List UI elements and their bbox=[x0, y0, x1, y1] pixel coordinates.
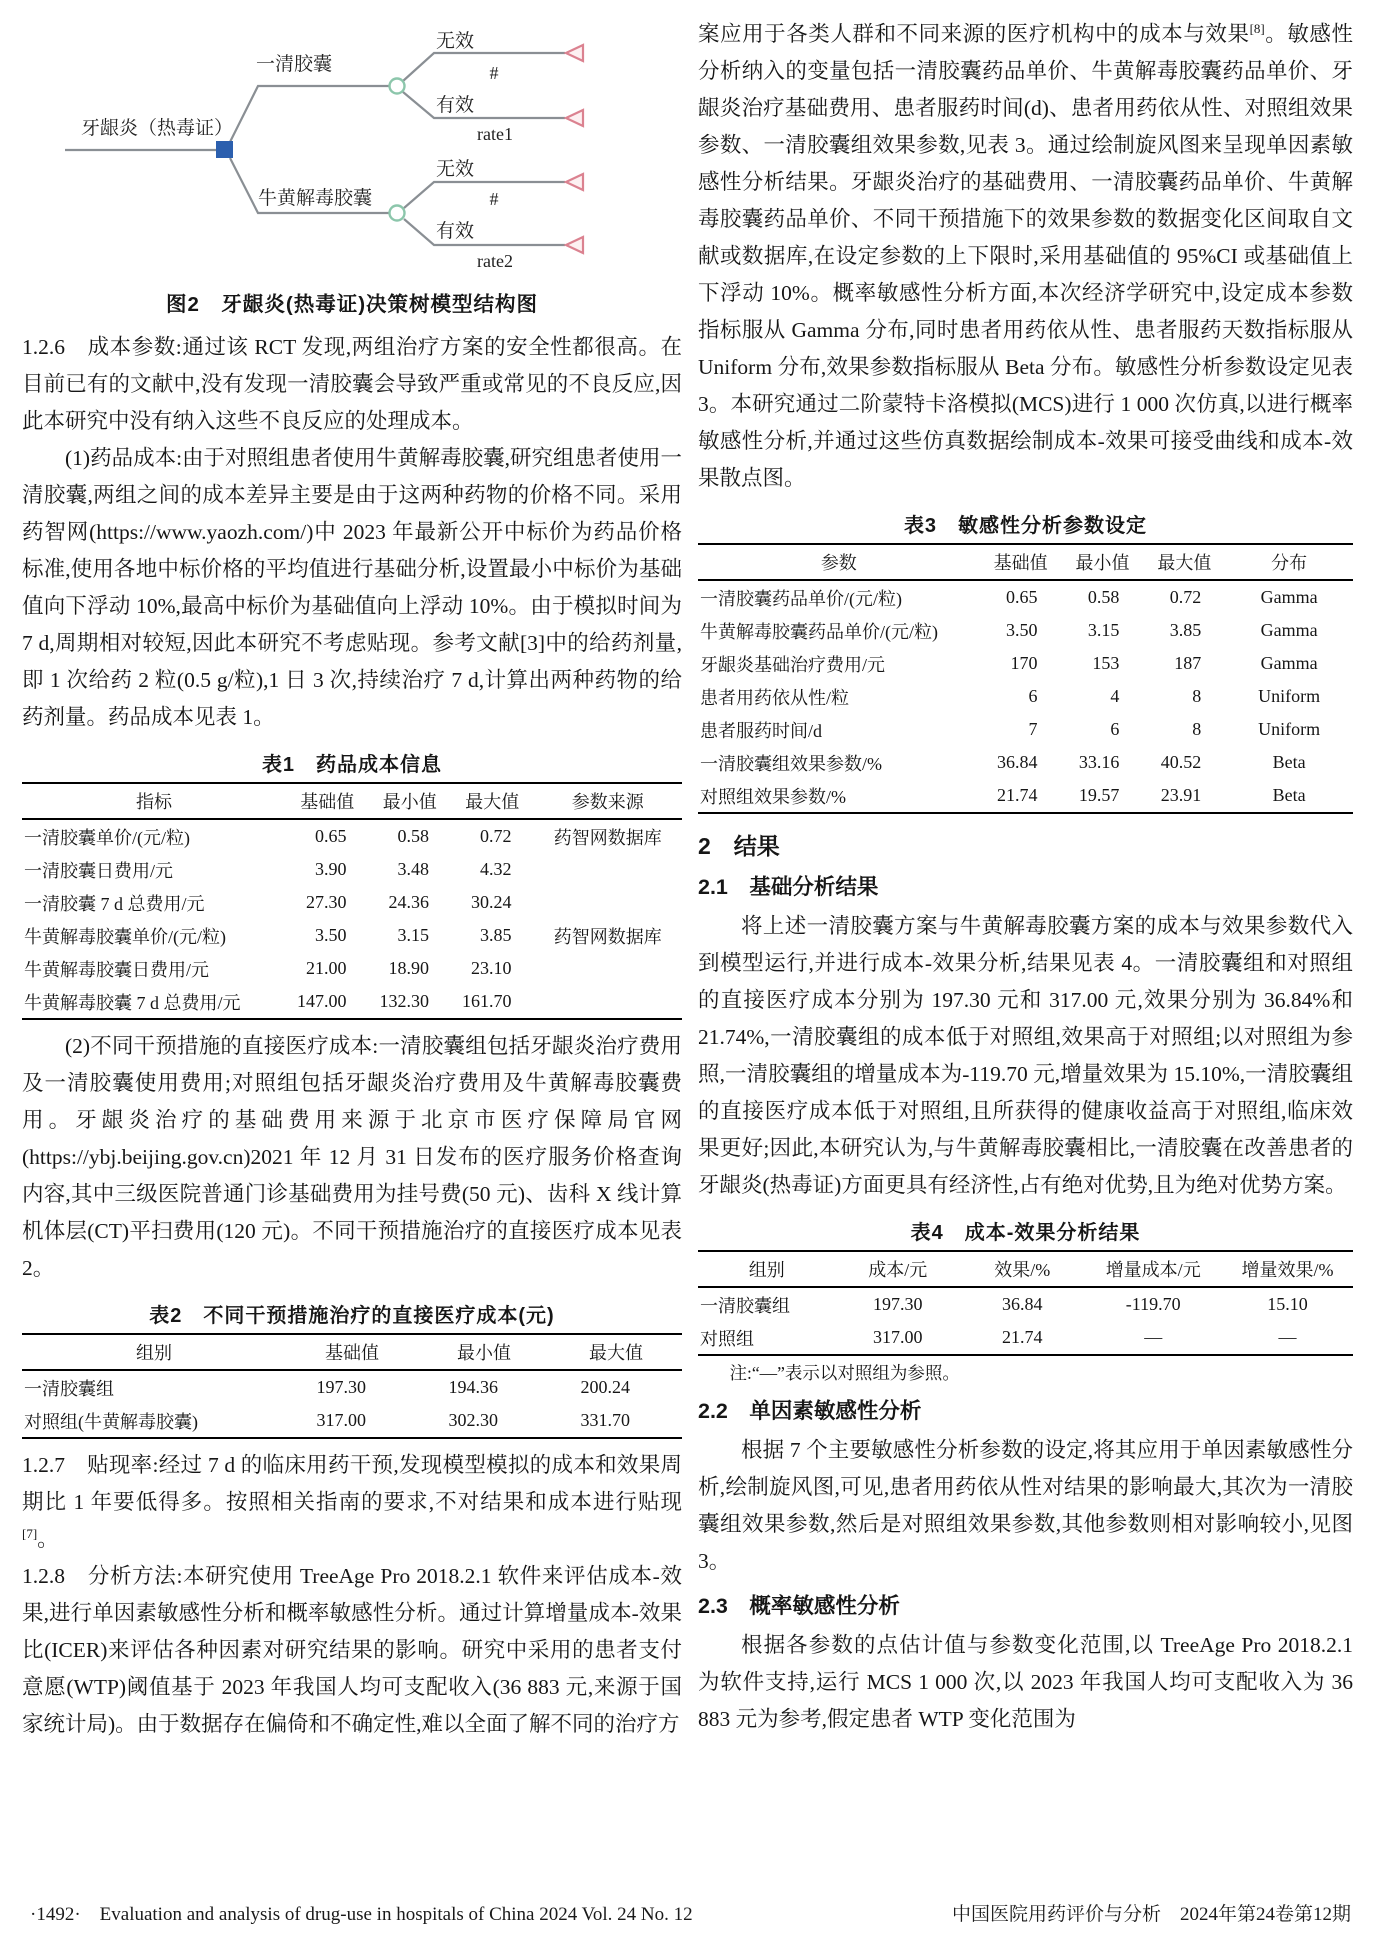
tree-branch-label-niuhuang: 牛黄解毒胶囊 bbox=[258, 188, 373, 209]
table-cell bbox=[534, 985, 683, 1019]
table-cell: Gamma bbox=[1260, 653, 1318, 673]
table-header-row bbox=[22, 783, 682, 819]
table-cell: 3.85 bbox=[1169, 620, 1202, 640]
table-row bbox=[698, 779, 1353, 813]
table-cell: 24.36 bbox=[388, 892, 429, 912]
table-cell: 牙龈炎基础治疗费用/元 bbox=[700, 654, 885, 675]
terminal-node-triangles bbox=[566, 45, 583, 253]
right-column bbox=[698, 16, 1353, 1743]
section-1-2-8-paragraph: 1.2.8 分析方法:本研究使用 TreeAge Pro 2018.2.1 软件来评估成本-效果,进行单因素敏感性分析和概率敏感性分析。通过计算增量成本-效果比(ICER)来评估各种因素对研究结果的影响。研究中采用的患者支付意愿(WTP)阈值基于 2023 年我国人均可支配收入(36 883 元,来源于国家统计局)。由于数据存在偏倚和不确定性,难以全面了解不同的治疗方 bbox=[22, 1564, 682, 1736]
left-column bbox=[22, 16, 682, 1743]
table-row bbox=[22, 853, 682, 886]
table-row bbox=[698, 614, 1353, 647]
column-header: 成本/元 bbox=[836, 1251, 960, 1287]
table-cell: 317.00 bbox=[316, 1410, 366, 1430]
tree-outcome-ineffective-label: 无效 bbox=[436, 31, 475, 52]
table-header-row bbox=[22, 1334, 682, 1370]
column-header: 增量效果/% bbox=[1222, 1251, 1353, 1287]
table-cell: 6 bbox=[1028, 686, 1038, 706]
tree-root-label: 牙龈炎（热毒证） bbox=[80, 118, 234, 139]
table-row bbox=[698, 1287, 1353, 1321]
table-cell: 40.52 bbox=[1160, 752, 1202, 772]
citation-7: [7] bbox=[22, 1525, 38, 1541]
table-cell: 18.90 bbox=[388, 958, 429, 978]
table-cell: 3.50 bbox=[315, 925, 347, 945]
table-cell: 331.70 bbox=[580, 1410, 630, 1430]
figure2-caption: 图2 牙龈炎(热毒证)决策树模型结构图 bbox=[165, 293, 539, 316]
table-row bbox=[698, 713, 1353, 746]
page-footer bbox=[30, 1899, 1351, 1926]
table-cell: 0.65 bbox=[1006, 587, 1038, 607]
section-2-1-heading: 2.1 基础分析结果 bbox=[698, 875, 879, 899]
base-analysis-paragraph: 将上述一清胶囊方案与牛黄解毒胶囊方案的成本与效果参数代入到模型运行,并进行成本-效果分析,结果见表 4。一清胶囊组和对照组的直接医疗成本分别为 197.30 元和 317.00 元,效果分别为 36.84%和 21.74%,一清胶囊组的成本低于对照组,效果高于对照组;以对照组为参照,一清胶囊组的增量成本为-119.70 元,增量效果为 15.10%,一清胶囊组的直接医疗成本低于对照组,且所获得的健康收益高于对照组,临床效果更好;因此,本研究认为,与牛黄解毒胶囊相比,一清胶囊在改善患者的牙龈炎(热毒证)方面更具有经济性,占有绝对优势,且为绝对优势方案。 bbox=[698, 914, 1353, 1197]
table-cell: 一清胶囊单价/(元/粒) bbox=[24, 827, 190, 848]
table-cell: 3.48 bbox=[397, 859, 429, 879]
table-cell: 30.24 bbox=[471, 892, 512, 912]
section-2-2-heading: 2.2 单因素敏感性分析 bbox=[698, 1399, 922, 1423]
section-1-2-7-paragraph bbox=[22, 1447, 682, 1558]
table-header-row bbox=[698, 544, 1353, 580]
table-cell bbox=[534, 853, 683, 886]
paragraph-text: 。敏感性分析纳入的变量包括一清胶囊药品单价、牛黄解毒胶囊药品单价、牙龈炎治疗基础费用、患者服药时间(d)、患者用药依从性、对照组效果参数、一清胶囊组效果参数,见表 3。通过绘制旋风图来呈现单因素敏感性分析结果。牙龈炎治疗的基础费用、一清胶囊药品单价、牛黄解毒胶囊药品单价、不同干预措施下的效果参数的数据变化区间取自文献或数据库,在设定参数的上下限时,采用基础值的 95%CI 或基础值上下浮动 10%。概率敏感性分析方面,本次经济学研究中,设定成本参数指标服从 Gamma 分布,同时患者用药依从性、患者服药天数指标服从 Uniform 分布,效果参数指标服从 Beta 分布。敏感性分析参数设定见表 3。本研究通过二阶蒙特卡洛模拟(MCS)进行 1 000 次仿真,以进行概率敏感性分析,并通过这些仿真数据绘制成本-效果可接受曲线和成本-效果散点图。 bbox=[698, 22, 1353, 490]
table-row bbox=[698, 680, 1353, 713]
table-cell: 一清胶囊 7 d 总费用/元 bbox=[24, 893, 205, 914]
table-cell: 0.65 bbox=[315, 826, 347, 846]
table-cell: 27.30 bbox=[306, 892, 347, 912]
table-cell: 一清胶囊组效果参数/% bbox=[700, 753, 882, 774]
table-cell: 一清胶囊日费用/元 bbox=[24, 860, 174, 881]
table-cell: 一清胶囊药品单价/(元/粒) bbox=[700, 588, 902, 609]
table-cell: 药智网数据库 bbox=[553, 926, 662, 947]
table-cell: 317.00 bbox=[873, 1327, 923, 1347]
table-cell: Uniform bbox=[1258, 719, 1321, 739]
column-header: 参数来源 bbox=[534, 783, 683, 819]
table-cell: Gamma bbox=[1260, 587, 1318, 607]
table-cell: Beta bbox=[1272, 752, 1306, 772]
table-cell: 对照组(牛黄解毒胶囊) bbox=[24, 1411, 198, 1432]
one-way-sensitivity-paragraph: 根据 7 个主要敏感性分析参数的设定,将其应用于单因素敏感性分析,绘制旋风图,可见,患者用药依从性对结果的影响最大,其次为一清胶囊组效果参数,然后是对照组效果参数,其他参数则相对影响较小,见图 3。 bbox=[698, 1438, 1353, 1573]
drug-cost-paragraph: (1)药品成本:由于对照组患者使用牛黄解毒胶囊,研究组患者使用一清胶囊,两组之间的成本差异主要是由于这两种药物的价格不同。采用药智网(https://www.yaozh.com/)中 2023 年最新公开中标价为药品价格标准,使用各地中标价格的平均值进行基础分析,设置最小中标价为基础值向下浮动 10%,最高中标价为基础值向上浮动 10%。由于模拟时间为 7 d,周期相对较短,因此本研究不考虑贴现。参考文献[3]中的给药剂量,即 1 次给药 2 粒(0.5 g/粒),1 日 3 次,持续治疗 7 d,计算出两种药物的给药剂量。药品成本见表 1。 bbox=[22, 446, 682, 729]
table-cell: 4.32 bbox=[480, 859, 512, 879]
table-cell: 36.84 bbox=[1001, 1294, 1043, 1314]
figure2-decision-tree bbox=[60, 20, 682, 277]
tree-outcome-effective-label: 有效 bbox=[436, 95, 475, 116]
table-cell: 197.30 bbox=[316, 1377, 366, 1397]
table-cell: 33.16 bbox=[1078, 752, 1120, 772]
table-cell: 8 bbox=[1192, 686, 1202, 706]
column-header: 最小值 bbox=[1062, 544, 1144, 580]
table2-title: 表2 不同干预措施治疗的直接医疗成本(元) bbox=[149, 1305, 555, 1327]
table-cell: 牛黄解毒胶囊 7 d 总费用/元 bbox=[24, 992, 241, 1013]
paragraph-text: 案应用于各类人群和不同来源的医疗机构中的成本与效果 bbox=[698, 22, 1250, 46]
table-cell: — bbox=[1278, 1327, 1297, 1347]
table-header-row bbox=[698, 1251, 1353, 1287]
footer-left-journal-en: ·1492· Evaluation and analysis of drug-use in hospitals of China 2024 Vol. 24 No. 12 bbox=[30, 1904, 693, 1925]
table-cell: 患者服药时间/d bbox=[700, 720, 823, 741]
table-cell: 147.00 bbox=[297, 991, 347, 1011]
table-cell: 36.84 bbox=[997, 752, 1038, 772]
table-cell: 170 bbox=[1010, 653, 1038, 673]
table-row bbox=[22, 886, 682, 919]
probabilistic-sensitivity-paragraph: 根据各参数的点估计值与参数变化范围,以 TreeAge Pro 2018.2.1 为软件支持,运行 MCS 1 000 次,以 2023 年我国人均可支配收入为 36 883 元为参考,假定患者 WTP 变化范围为 bbox=[698, 1633, 1353, 1731]
table-row bbox=[698, 580, 1353, 614]
table-cell: 0.72 bbox=[480, 826, 512, 846]
column-header: 基础值 bbox=[286, 783, 369, 819]
paragraph-text: 。 bbox=[37, 1527, 59, 1551]
column-header: 最大值 bbox=[1143, 544, 1225, 580]
table4-cost-effect-results bbox=[698, 1250, 1353, 1356]
table4-note: 注:“—”表示以对照组为参照。 bbox=[729, 1363, 960, 1383]
table-cell: 194.36 bbox=[448, 1377, 498, 1397]
table-row bbox=[22, 819, 682, 853]
table-cell: 对照组 bbox=[700, 1328, 754, 1349]
table-cell: 一清胶囊组 bbox=[24, 1378, 114, 1399]
chance-node-circle bbox=[390, 206, 405, 221]
table-row bbox=[22, 919, 682, 952]
column-header: 组别 bbox=[22, 1334, 286, 1370]
table-row bbox=[22, 1370, 682, 1404]
column-header: 指标 bbox=[22, 783, 286, 819]
table-cell: 132.30 bbox=[379, 991, 429, 1011]
table-cell: 6 bbox=[1110, 719, 1120, 739]
table-cell bbox=[534, 886, 683, 919]
column-header: 分布 bbox=[1225, 544, 1353, 580]
table-cell: 0.58 bbox=[397, 826, 429, 846]
column-header: 增量成本/元 bbox=[1084, 1251, 1222, 1287]
table-cell: Uniform bbox=[1258, 686, 1321, 706]
table-cell: Gamma bbox=[1260, 620, 1318, 640]
table-row bbox=[22, 1404, 682, 1438]
column-header: 参数 bbox=[698, 544, 980, 580]
table-cell: 3.90 bbox=[315, 859, 347, 879]
table-cell: 牛黄解毒胶囊单价/(元/粒) bbox=[24, 926, 226, 947]
table-row bbox=[698, 746, 1353, 779]
citation-8: [8] bbox=[1249, 20, 1265, 36]
column-header: 最小值 bbox=[369, 783, 452, 819]
table1-title: 表1 药品成本信息 bbox=[261, 754, 443, 776]
table-row bbox=[698, 647, 1353, 680]
tree-prob-hash: # bbox=[489, 189, 499, 209]
column-header: 最小值 bbox=[418, 1334, 550, 1370]
table1-drug-cost-info bbox=[22, 782, 682, 1020]
column-header: 最大值 bbox=[550, 1334, 682, 1370]
section-2-3-heading: 2.3 概率敏感性分析 bbox=[698, 1594, 900, 1618]
tree-rate2-label: rate2 bbox=[477, 251, 513, 271]
tree-prob-hash: # bbox=[489, 63, 499, 83]
table-cell: 患者用药依从性/粒 bbox=[700, 687, 850, 708]
table-cell: 3.50 bbox=[1006, 620, 1038, 640]
table-row bbox=[22, 952, 682, 985]
direct-cost-paragraph: (2)不同干预措施的直接医疗成本:一清胶囊组包括牙龈炎治疗费用及一清胶囊使用费用;对照组包括牙龈炎治疗费用及牛黄解毒胶囊费用。牙龈炎治疗的基础费用来源于北京市医疗保障局官网(https://ybj.beijing.gov.cn)2021 年 12 月 31 日发布的医疗服务价格查询内容,其中三级医院普通门诊基础费用为挂号费(50 元)、齿科 X 线计算机体层(CT)平扫费用(120 元)。不同干预措施治疗的直接医疗成本见表 2。 bbox=[22, 1034, 682, 1280]
column-header: 组别 bbox=[698, 1251, 836, 1287]
table-cell: 15.10 bbox=[1267, 1294, 1308, 1314]
table-cell: 对照组效果参数/% bbox=[700, 786, 846, 807]
table-cell: 19.57 bbox=[1078, 785, 1120, 805]
tree-rate1-label: rate1 bbox=[477, 124, 513, 144]
table-cell: Beta bbox=[1272, 785, 1306, 805]
table4-title: 表4 成本-效果分析结果 bbox=[910, 1222, 1141, 1244]
table2-direct-medical-cost bbox=[22, 1333, 682, 1439]
table-cell bbox=[534, 952, 683, 985]
table-row bbox=[698, 1321, 1353, 1355]
table-cell: 21.74 bbox=[997, 785, 1038, 805]
decision-tree-diagram bbox=[60, 20, 590, 272]
table-cell: -119.70 bbox=[1125, 1294, 1181, 1314]
column-header: 基础值 bbox=[980, 544, 1062, 580]
table-cell: 牛黄解毒胶囊药品单价/(元/粒) bbox=[700, 621, 938, 642]
tree-outcome-effective-label: 有效 bbox=[436, 221, 475, 242]
table-cell: 0.72 bbox=[1169, 587, 1202, 607]
table-cell: 0.58 bbox=[1087, 587, 1120, 607]
table-cell: 200.24 bbox=[580, 1377, 630, 1397]
table3-title: 表3 敏感性分析参数设定 bbox=[903, 515, 1148, 537]
paragraph-text: 1.2.7 贴现率:经过 7 d 的临床用药干预,发现模型模拟的成本和效果周期比 1 年要低得多。按照相关指南的要求,不对结果和成本进行贴现 bbox=[22, 1453, 682, 1514]
table-cell: 3.15 bbox=[1087, 620, 1120, 640]
table-cell: 161.70 bbox=[462, 991, 512, 1011]
table-row bbox=[22, 985, 682, 1019]
table-cell: — bbox=[1144, 1327, 1163, 1347]
table-cell: 197.30 bbox=[873, 1294, 923, 1314]
table-cell: 187 bbox=[1174, 653, 1202, 673]
table-cell: 3.15 bbox=[397, 925, 429, 945]
continued-paragraph bbox=[698, 16, 1353, 497]
tree-branch-label-yiqing: 一清胶囊 bbox=[256, 54, 333, 75]
table-cell: 23.10 bbox=[471, 958, 512, 978]
footer-right-journal-cn: 中国医院用药评价与分析 2024年第24卷第12期 bbox=[951, 1904, 1351, 1925]
table-cell: 21.74 bbox=[1001, 1327, 1043, 1347]
table-cell: 牛黄解毒胶囊日费用/元 bbox=[24, 959, 209, 980]
table-cell: 一清胶囊组 bbox=[700, 1295, 790, 1316]
column-header: 效果/% bbox=[960, 1251, 1084, 1287]
table3-sensitivity-parameters bbox=[698, 543, 1353, 814]
section-2-heading: 2 结果 bbox=[698, 833, 780, 859]
table-cell: 21.00 bbox=[306, 958, 347, 978]
table-cell: 302.30 bbox=[448, 1410, 498, 1430]
tree-outcome-ineffective-label: 无效 bbox=[436, 159, 475, 180]
section-1-2-6-paragraph: 1.2.6 成本参数:通过该 RCT 发现,两组治疗方案的安全性都很高。在目前已有的文献中,没有发现一清胶囊会导致严重或常见的不良反应,因此本研究中没有纳入这些不良反应的处理成本。 bbox=[22, 335, 682, 433]
chance-node-circle bbox=[390, 79, 405, 94]
decision-node-square bbox=[216, 141, 233, 158]
column-header: 最大值 bbox=[451, 783, 534, 819]
table-cell: 153 bbox=[1092, 653, 1120, 673]
table-cell: 8 bbox=[1192, 719, 1202, 739]
table-cell: 3.85 bbox=[480, 925, 512, 945]
column-header: 基础值 bbox=[286, 1334, 418, 1370]
table-cell: 药智网数据库 bbox=[553, 827, 662, 848]
table-cell: 7 bbox=[1028, 719, 1038, 739]
table-cell: 23.91 bbox=[1160, 785, 1202, 805]
table-cell: 4 bbox=[1110, 686, 1120, 706]
